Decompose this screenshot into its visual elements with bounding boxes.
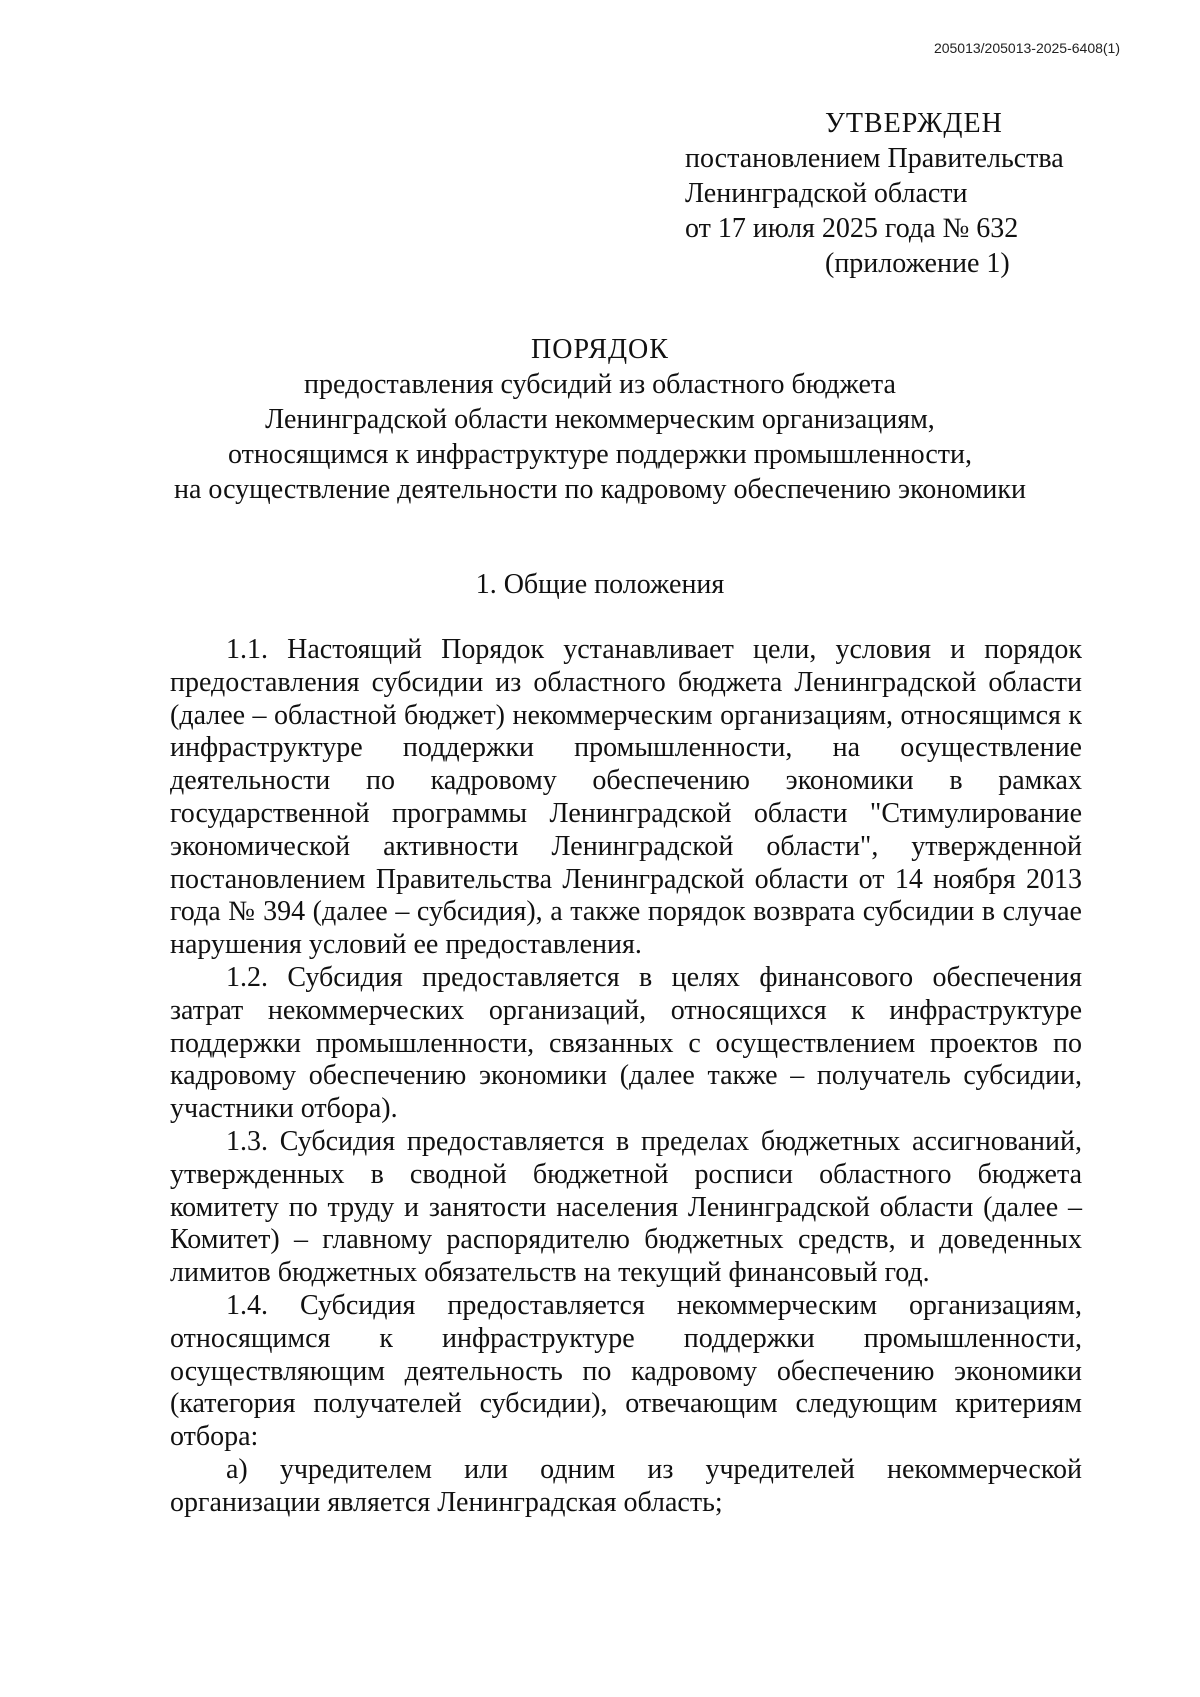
document-subtitle-line-1: предоставления субсидий из областного бюджета	[304, 369, 896, 400]
document-registration-number: 205013/205013-2025-6408(1)	[933, 40, 1120, 56]
paragraph-1-4: 1.4. Субсидия предоставляется некоммерческим организациям, относящимся к инфраструктуре поддержки промышленности, осуществляющим деятельность по кадровому обеспечению экономики (категория получателей субсидии), отвечающим следующим критериям отбора:	[170, 1289, 1082, 1453]
document-subtitle-line-4: на осуществление деятельности по кадровому обеспечению экономики	[174, 474, 1026, 505]
section-heading: 1. Общие положения	[475, 569, 725, 600]
approval-annex: (приложение 1)	[825, 248, 1010, 279]
approval-heading: УТВЕРЖДЕН	[825, 108, 1003, 139]
paragraph-1-2: 1.2. Субсидия предоставляется в целях финансового обеспечения затрат некоммерческих организаций, относящихся к инфраструктуре поддержки промышленности, связанных с осуществлением проектов по кадровому обеспечению экономики (далее также – получатель субсидии, участники отбора).	[170, 961, 1082, 1125]
approval-line-3: от 17 июля 2025 года № 632	[685, 213, 1019, 244]
document-subtitle-line-3: относящимся к инфраструктуре поддержки промышленности,	[227, 439, 973, 470]
paragraph-1-1: 1.1. Настоящий Порядок устанавливает цели, условия и порядок предоставления субсидии из областного бюджета Ленинградской области (далее – областной бюджет) некоммерческим организациям, относящимся к инфраструктуре поддержки промышленности, на осуществление деятельности по кадровому обеспечению экономики в рамках государственной программы Ленинградской области "Стимулирование экономической активности Ленинградской области", утвержденной постановлением Правительства Ленинградской области от 14 ноября 2013 года № 394 (далее – субсидия), а также порядок возврата субсидии в случае нарушения условий ее предоставления.	[170, 634, 1082, 961]
approval-stamp-block	[685, 106, 1105, 281]
approval-line-1: постановлением Правительства	[685, 143, 1064, 174]
document-body	[170, 634, 1082, 1520]
paragraph-1-3: 1.3. Субсидия предоставляется в пределах бюджетных ассигнований, утвержденных в сводной бюджетной росписи областного бюджета комитету по труду и занятости населения Ленинградской области (далее – Комитет) – главному распорядителю бюджетных средств, и доведенных лимитов бюджетных обязательств на текущий финансовый год.	[170, 1125, 1082, 1289]
approval-line-2: Ленинградской области	[685, 178, 968, 209]
document-title-block	[0, 332, 1200, 507]
document-subtitle-line-2: Ленинградской области некоммерческим организациям,	[265, 404, 935, 435]
paragraph-1-4-a: а) учредителем или одним из учредителей некоммерческой организации является Ленинградская область;	[170, 1453, 1082, 1518]
document-title: ПОРЯДОК	[531, 334, 669, 365]
